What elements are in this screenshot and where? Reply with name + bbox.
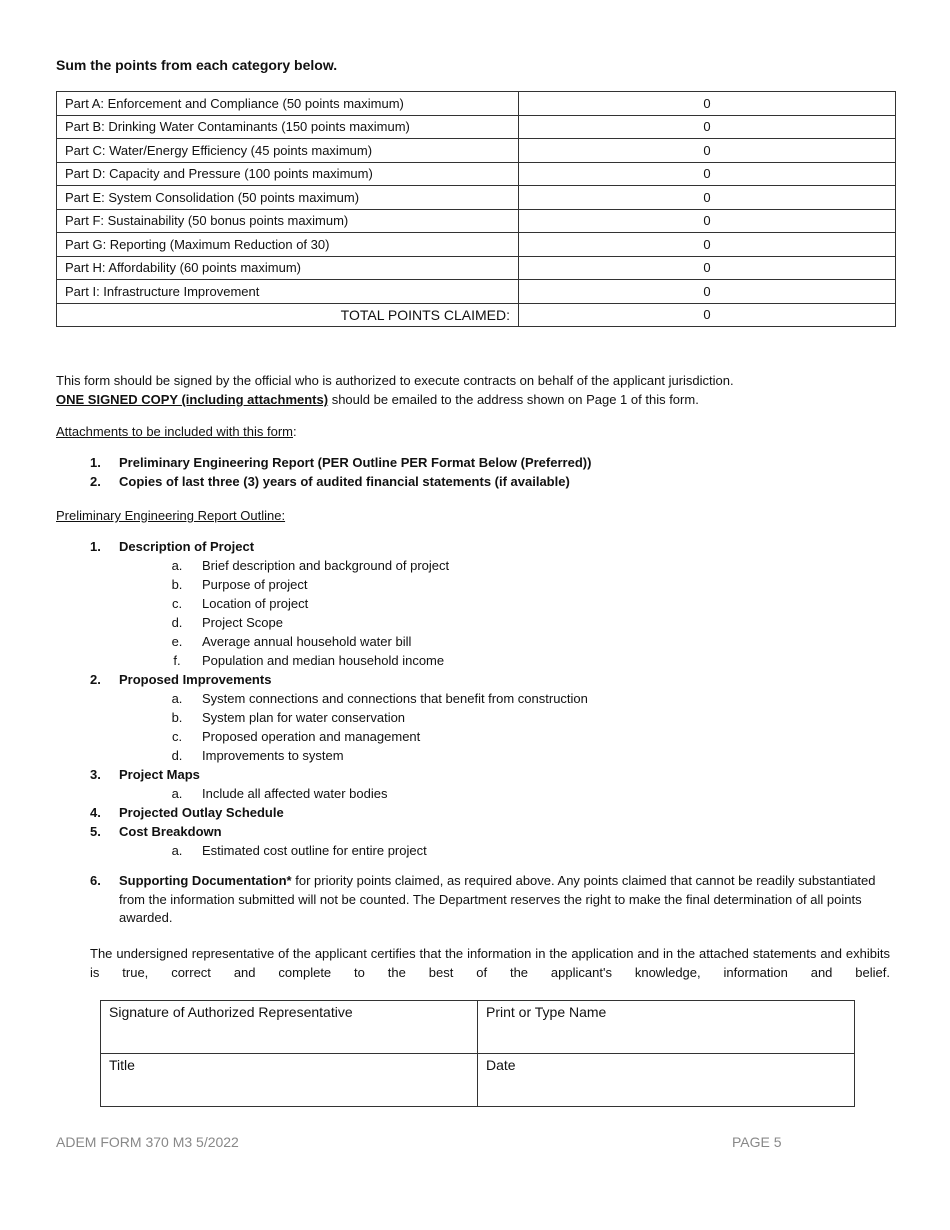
outline-item-6-num: 6.	[90, 873, 101, 888]
outline-subitem-text: Project Scope	[202, 615, 283, 630]
outline-subitem-letter: a.	[171, 843, 183, 858]
print-name-field[interactable]: Print or Type Name	[478, 1001, 855, 1054]
supporting-documentation-text: for priority points claimed, as required above. Any points claimed that cannot be readily substantiated from the information submitted will not be counted. The Department reserves the right to make the final determination of all points awarded.	[119, 873, 876, 925]
outline-section-title: Cost Breakdown	[119, 824, 222, 839]
table-row	[57, 280, 896, 304]
outline-title: Preliminary Engineering Report Outline:	[56, 508, 286, 523]
outline-section-title: Project Maps	[119, 767, 200, 782]
total-row	[57, 303, 896, 327]
outline-subitem-letter: b.	[171, 710, 183, 725]
outline-section-number: 5.	[90, 824, 101, 839]
outline-section-number: 3.	[90, 767, 101, 782]
category-points[interactable]: 0	[519, 233, 896, 257]
outline-section-title: Description of Project	[119, 539, 255, 554]
category-label: Part I: Infrastructure Improvement	[57, 280, 519, 304]
outline-subitem-text: Population and median household income	[202, 653, 445, 668]
category-label: Part E: System Consolidation (50 points maximum)	[57, 186, 519, 210]
signing-note-line2-rest: should be emailed to the address shown on Page 1 of this form.	[328, 392, 699, 407]
category-points[interactable]: 0	[519, 186, 896, 210]
outline-subitem-text: System plan for water conservation	[202, 710, 406, 725]
outline-subitem-letter: a.	[171, 691, 183, 706]
category-label: Part H: Affordability (60 points maximum)	[57, 256, 519, 280]
outline-subitem-letter: a.	[171, 558, 183, 573]
category-label: Part F: Sustainability (50 bonus points maximum)	[57, 209, 519, 233]
signing-note-line2	[56, 390, 699, 409]
list-item-number: 2.	[90, 474, 101, 489]
total-label: TOTAL POINTS CLAIMED:	[57, 303, 519, 327]
signing-note-line1: This form should be signed by the official who is authorized to execute contracts on behalf of the applicant jurisdiction.	[56, 373, 734, 388]
category-points[interactable]: 0	[519, 92, 896, 116]
table-row	[57, 256, 896, 280]
footer-page-number: PAGE 5	[732, 1134, 782, 1150]
outline-subitem-letter: c.	[171, 729, 183, 744]
outline-section-number: 1.	[90, 539, 101, 554]
outline-subitem-text: Include all affected water bodies	[202, 786, 388, 801]
certification-text: The undersigned representative of the applicant certifies that the information in the application and in the attached statements and exhibits is true, correct and complete to the best of the applicant's knowledge, information and belief.	[90, 946, 890, 980]
table-row	[57, 209, 896, 233]
outline-subitem-letter: c.	[171, 596, 183, 611]
table-row	[57, 139, 896, 163]
outline-subitem-text: Estimated cost outline for entire project	[202, 843, 427, 858]
outline-subitem-text: Improvements to system	[202, 748, 344, 763]
category-points[interactable]: 0	[519, 162, 896, 186]
category-points[interactable]: 0	[519, 139, 896, 163]
outline-subitem-letter: d.	[171, 748, 183, 763]
footer-form-id: ADEM FORM 370 M3 5/2022	[56, 1134, 239, 1150]
outline-section-title: Proposed Improvements	[119, 672, 272, 687]
page-heading: Sum the points from each category below.	[56, 57, 338, 73]
list-item-text: Copies of last three (3) years of audited financial statements (if available)	[119, 474, 570, 489]
outline-section-number: 4.	[90, 805, 101, 820]
outline-subitem-text: Brief description and background of project	[202, 558, 450, 573]
category-label: Part C: Water/Energy Efficiency (45 points maximum)	[57, 139, 519, 163]
category-points[interactable]: 0	[519, 256, 896, 280]
outline-subitem-letter: e.	[171, 634, 183, 649]
outline-subitem-text: Average annual household water bill	[202, 634, 412, 649]
supporting-documentation-label: Supporting Documentation*	[119, 873, 292, 888]
table-row	[57, 186, 896, 210]
category-points[interactable]: 0	[519, 115, 896, 139]
outline-subitem-letter: a.	[171, 786, 183, 801]
category-label: Part G: Reporting (Maximum Reduction of 30)	[57, 233, 519, 257]
outline-subitem-letter: d.	[171, 615, 183, 630]
table-row	[57, 115, 896, 139]
category-points[interactable]: 0	[519, 209, 896, 233]
table-row	[57, 233, 896, 257]
category-label: Part D: Capacity and Pressure (100 points maximum)	[57, 162, 519, 186]
list-item-number: 1.	[90, 455, 101, 470]
outline-item-6	[90, 872, 890, 928]
outline-subitem-text: Location of project	[202, 596, 309, 611]
category-label: Part A: Enforcement and Compliance (50 points maximum)	[57, 92, 519, 116]
signed-copy-emphasis: ONE SIGNED COPY (including attachments)	[56, 392, 329, 407]
table-row	[57, 162, 896, 186]
outline-section-number: 2.	[90, 672, 101, 687]
outline-subitem-letter: b.	[171, 577, 183, 592]
outline-subitem-text: Proposed operation and management	[202, 729, 421, 744]
outline-subitem-text: Purpose of project	[202, 577, 308, 592]
date-field[interactable]: Date	[478, 1054, 855, 1107]
category-label: Part B: Drinking Water Contaminants (150 points maximum)	[57, 115, 519, 139]
outline-subitem-letter: f.	[173, 653, 181, 668]
signature-field[interactable]: Signature of Authorized Representative	[101, 1001, 478, 1054]
table-row	[57, 92, 896, 116]
points-table	[56, 91, 896, 327]
signature-table	[100, 1000, 855, 1107]
outline-subitem-text: System connections and connections that benefit from construction	[202, 691, 588, 706]
title-field[interactable]: Title	[101, 1054, 478, 1107]
attachments-title: Attachments to be included with this form:	[56, 424, 297, 439]
total-points[interactable]: 0	[519, 303, 896, 327]
category-points[interactable]: 0	[519, 280, 896, 304]
list-item-text: Preliminary Engineering Report (PER Outline PER Format Below (Preferred))	[119, 455, 592, 470]
outline-section-title: Projected Outlay Schedule	[119, 805, 284, 820]
